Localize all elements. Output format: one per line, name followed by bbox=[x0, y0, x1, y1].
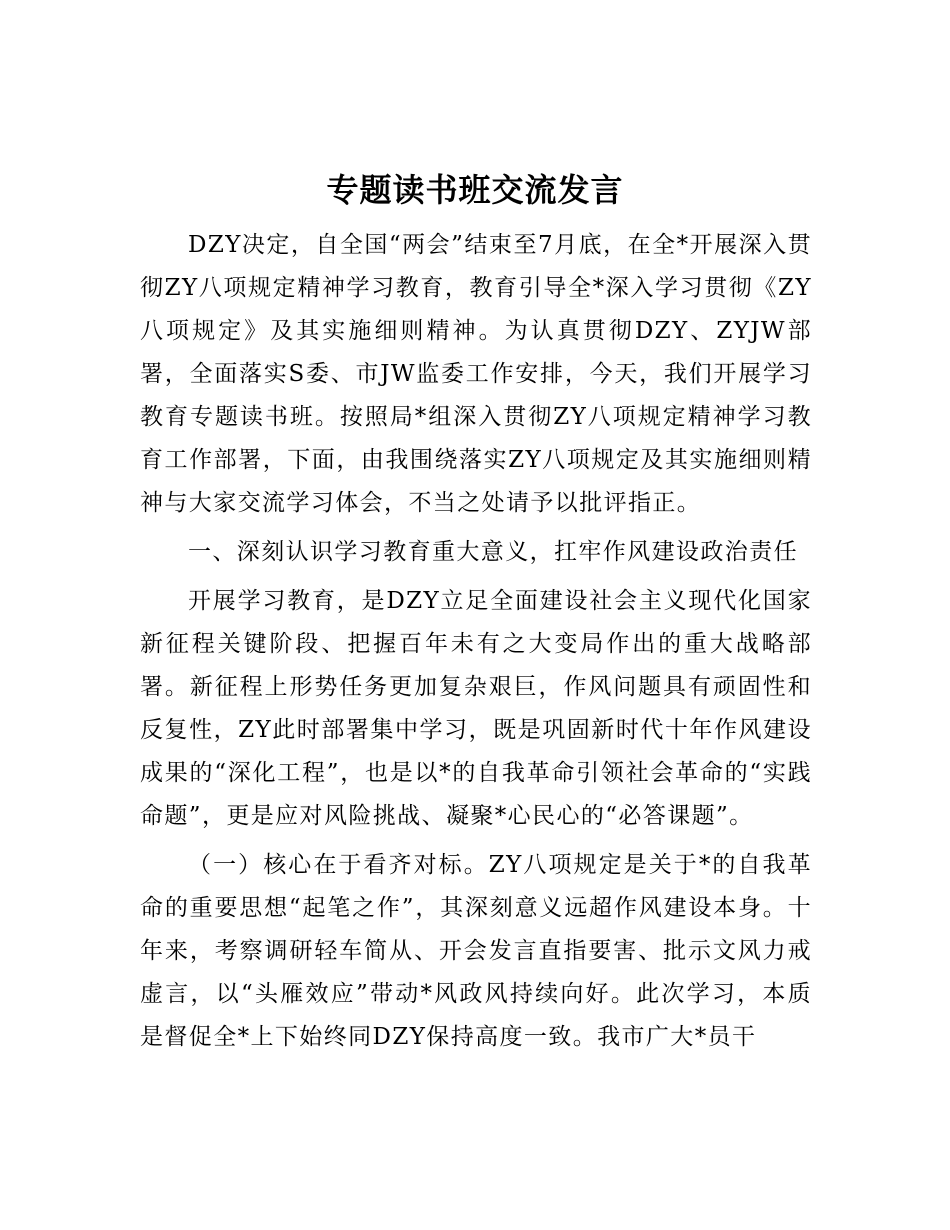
paragraph-subsection-1: （一）核心在于看齐对标。ZY八项规定是关于*的自我革命的重要思想“起笔之作”，其深刻意义远超作风建设本身。十年来，考察调研轻车简从、开会发言直指要害、批示文风力戒虚言，以“头雁效应”带动*风政风持续向好。此次学习，本质是督促全*上下始终同DZY保持高度一致。我市广大*员干 bbox=[140, 852, 812, 1050]
document-title: 专题读书班交流发言 bbox=[326, 171, 624, 209]
paragraph-significance: 开展学习教育，是DZY立足全面建设社会主义现代化国家新征程关键阶段、把握百年未有之大变局作出的重大战略部署。新征程上形势任务更加复杂艰巨，作风问题具有顽固性和反复性，ZY此时部署集中学习，既是巩固新时代十年作风建设成果的“深化工程”，也是以*的自我革命引领社会革命的“实践命题”，更是应对风险挑战、凝聚*心民心的“必答课题”。 bbox=[140, 588, 812, 829]
paragraph-intro: DZY决定，自全国“两会”结束至7月底，在全*开展深入贯彻ZY八项规定精神学习教育，教育引导全*深入学习贯彻《ZY八项规定》及其实施细则精神。为认真贯彻DZY、ZYJW部署，全面落实S委、市JW监委工作安排，今天，我们开展学习教育专题读书班。按照局*组深入贯彻ZY八项规定精神学习教育工作部署，下面，由我围绕落实ZY八项规定及其实施细则精神与大家交流学习体会，不当之处请予以批评指正。 bbox=[140, 232, 812, 516]
document-body bbox=[140, 224, 812, 1065]
section-heading-1: 一、深刻认识学习教育重大意义，扛牢作风建设政治责任 bbox=[188, 539, 798, 565]
